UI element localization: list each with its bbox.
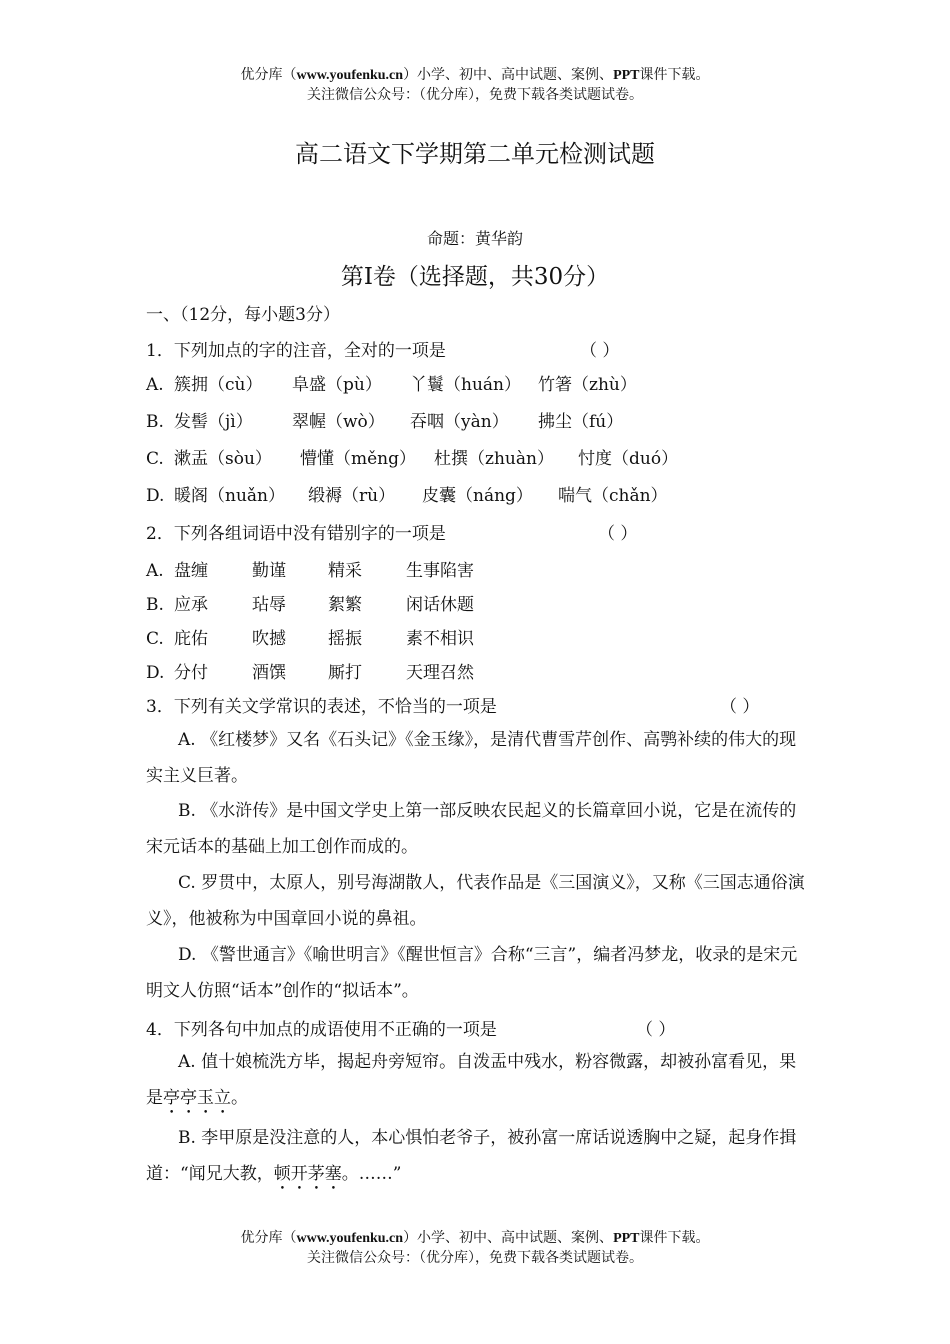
option-item: 分付: [174, 663, 208, 683]
option-item: 勤谨: [252, 561, 286, 581]
option-item: 应承: [174, 595, 208, 615]
option-item: 素不相识: [406, 629, 474, 649]
option-item: 皮囊（náng）: [422, 486, 533, 506]
option-item: 竹箸（zhù）: [538, 375, 637, 395]
option-item: 吹撼: [252, 629, 286, 649]
option-item: 精采: [328, 561, 362, 581]
q3-option-b: B. 《水浒传》是中国文学史上第一部反映农民起义的长篇章回小说，它是在流传的宋元话本的基础上加工创作而成的。: [146, 801, 797, 857]
question-1-stem: 1．下列加点的字的注音，全对的一项是: [146, 341, 446, 361]
option-item: 吞咽（yàn）: [410, 412, 509, 432]
header-text: ）小学、初中、高中试题、案例、: [403, 67, 614, 83]
dotted-idiom: 亭亭玉立: [163, 1088, 231, 1108]
answer-bracket: （ ）: [598, 524, 638, 544]
option-letter: C.: [146, 449, 164, 469]
q2-option-c: [146, 624, 474, 649]
option-letter: B.: [146, 595, 164, 615]
option-text: B. 李甲原是没注意的人，本心惧怕老爷子，被孙富一席话说透胸中之疑，起身作揖道：“闻兄大教，: [146, 1128, 797, 1184]
q1-option-b: [146, 407, 623, 432]
answer-bracket: （ ）: [720, 697, 760, 717]
q3-option-c: C. 罗贯中，太原人，别号海湖散人，代表作品是《三国演义》，又称《三国志通俗演义》，他被称为中国章回小说的鼻祖。: [146, 873, 805, 929]
q4-option-a: [146, 1044, 808, 1118]
volume-heading: 第Ⅰ卷（选择题，共30分）: [340, 264, 610, 290]
option-item: 盘缠: [174, 561, 208, 581]
option-item: 簇拥（cù）: [174, 375, 263, 395]
option-item: 厮打: [328, 663, 362, 683]
option-item: 摇振: [328, 629, 362, 649]
answer-bracket: （ ）: [580, 341, 620, 361]
option-item: 玷辱: [252, 595, 286, 615]
q4-option-b: [146, 1120, 808, 1194]
option-item: 喘气（chǎn）: [558, 486, 668, 506]
option-item: 生事陷害: [406, 561, 474, 581]
option-item: 发髻（jì）: [174, 412, 253, 432]
page-title: 高二语文下学期第二单元检测试题: [295, 140, 655, 168]
answer-bracket: （ ）: [636, 1020, 676, 1040]
header-ppt: PPT: [613, 68, 640, 83]
option-letter: A.: [146, 375, 164, 395]
header-text: 优分库（: [240, 67, 297, 83]
option-item: 拂尘（fú）: [538, 412, 624, 432]
option-letter: D.: [146, 486, 165, 506]
option-item: 天理召然: [406, 663, 474, 683]
option-item: 懵懂（měng）: [300, 449, 417, 469]
q3-option-a: A. 《红楼梦》又名《石头记》《金玉缘》，是清代曹雪芹创作、高鹗补续的伟大的现实主义巨著。: [146, 730, 797, 786]
option-item: 闲话休题: [406, 595, 474, 615]
option-letter: A.: [146, 561, 164, 581]
option-text: A. 值十娘梳洗方毕，揭起舟旁短帘。自泼盂中残水，粉容微露，却被孙富看见，果是: [146, 1052, 797, 1108]
option-letter: B.: [146, 412, 164, 432]
q1-option-d: [146, 481, 668, 506]
option-text: 。: [231, 1088, 248, 1108]
q2-option-d: [146, 658, 474, 683]
option-item: 阜盛（pù）: [292, 375, 382, 395]
option-item: 暖阁（nuǎn）: [174, 486, 285, 506]
section-heading: 一、（12分，每小题3分）: [146, 305, 340, 325]
option-item: 絮繁: [328, 595, 362, 615]
dotted-idiom: 顿开茅塞: [273, 1164, 342, 1184]
question-4-stem: 4．下列各句中加点的成语使用不正确的一项是: [146, 1020, 497, 1040]
header-url: www.youfenku.cn: [296, 68, 404, 83]
option-item: 漱盂（sòu）: [174, 449, 272, 469]
footer-text: 优分库（: [240, 1230, 297, 1246]
q1-option-a: [146, 370, 637, 395]
option-item: 忖度（duó）: [578, 449, 679, 469]
footer-ppt: PPT: [613, 1231, 640, 1246]
q3-option-d: D. 《警世通言》《喻世明言》《醒世恒言》合称“三言”，编者冯梦龙，收录的是宋元明文人仿照“话本”创作的“拟话本”。: [146, 945, 798, 1001]
option-letter: D.: [146, 663, 165, 683]
footer-text: 课件下载。: [639, 1230, 710, 1246]
option-item: 酒馔: [252, 663, 286, 683]
author-line: 命题：黄华韵: [426, 229, 523, 248]
header-text: 课件下载。: [639, 67, 710, 83]
footer-line-2: 关注微信公众号：（优分库），免费下载各类试题试卷。: [307, 1250, 643, 1266]
footer-line-1: [0, 1229, 950, 1248]
option-text: 。……”: [341, 1164, 402, 1184]
header-line-2: 关注微信公众号：（优分库），免费下载各类试题试卷。: [307, 87, 643, 103]
option-letter: C.: [146, 629, 164, 649]
question-3-stem: 3．下列有关文学常识的表述，不恰当的一项是: [146, 697, 497, 717]
footer-text: ）小学、初中、高中试题、案例、: [403, 1230, 614, 1246]
option-item: 杜撰（zhuàn）: [434, 449, 554, 469]
option-item: 丫鬟（huán）: [410, 375, 521, 395]
q2-option-a: [146, 556, 474, 581]
option-item: 庇佑: [174, 629, 208, 649]
question-2-stem: 2．下列各组词语中没有错别字的一项是: [146, 524, 446, 544]
footer-url: www.youfenku.cn: [296, 1231, 404, 1246]
q2-option-b: [146, 590, 474, 615]
q1-option-c: [146, 444, 678, 469]
option-item: 缎褥（rù）: [308, 486, 396, 506]
header-line-1: [0, 66, 950, 85]
option-item: 翠幄（wò）: [292, 412, 385, 432]
